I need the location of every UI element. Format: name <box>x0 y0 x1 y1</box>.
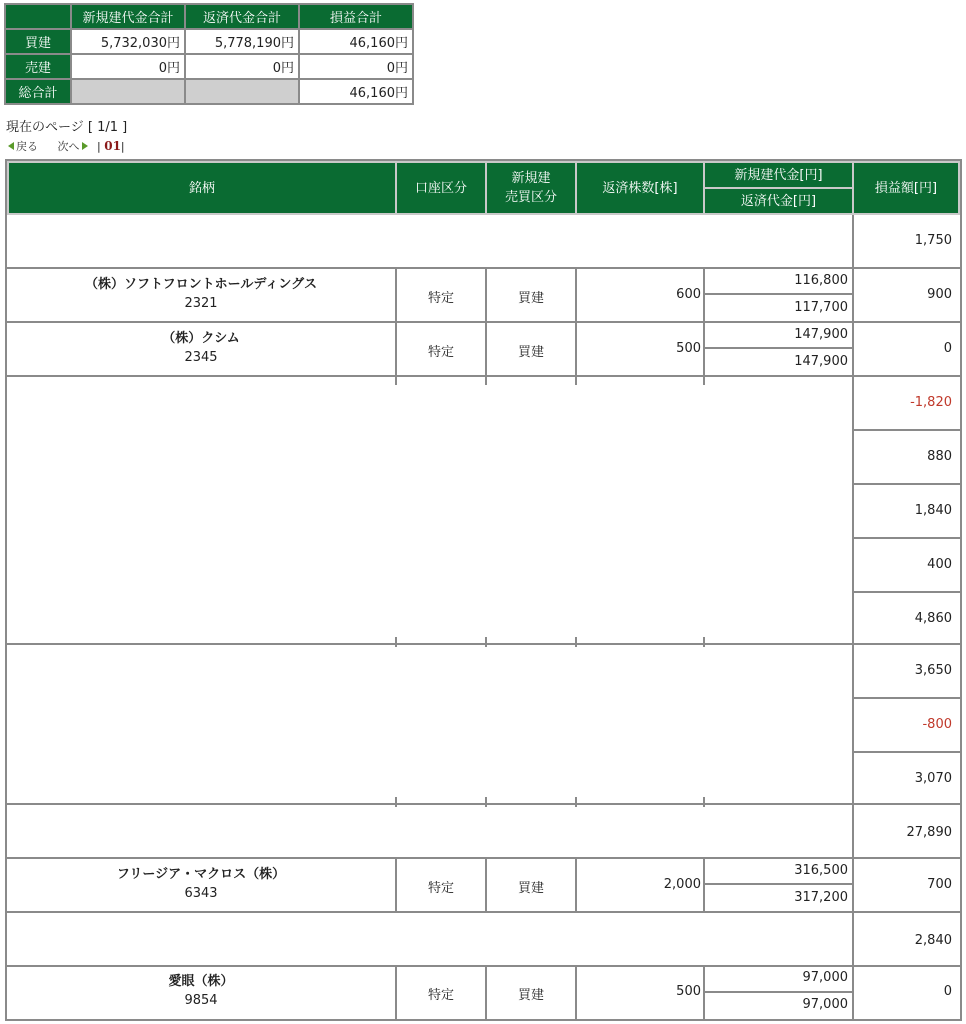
trade-type: 買建 <box>517 345 544 360</box>
summary-label: 総合計 <box>5 79 71 104</box>
page-link-01[interactable]: 01 <box>104 139 121 153</box>
stock-name-label: （株）ソフトフロントホールディングス <box>85 277 317 292</box>
row-divider <box>7 321 960 323</box>
summary-repay-total: 5,778,190円 <box>185 29 299 54</box>
prev-link[interactable] <box>8 140 38 153</box>
new-amount: 316,500 <box>794 863 848 878</box>
stock-name[interactable] <box>7 275 395 313</box>
header-shares: 返済株数[株] <box>575 161 705 215</box>
pager-nav: 戻る 次へ | 01| <box>8 138 125 154</box>
repay-amount: 97,000 <box>802 997 848 1012</box>
summary-row-buy <box>5 29 413 54</box>
row-divider <box>7 857 960 859</box>
repay-shares: 500 <box>676 341 701 356</box>
account-type: 特定 <box>427 345 454 360</box>
summary-label: 買建 <box>5 29 71 54</box>
row-divider <box>7 803 960 805</box>
pl-value: 0 <box>943 341 952 356</box>
pl-value: 880 <box>927 449 952 464</box>
repay-shares: 2,000 <box>663 877 701 892</box>
pl-value: 700 <box>927 877 952 892</box>
pl-value: -800 <box>922 717 952 732</box>
repay-amount: 317,200 <box>794 890 848 905</box>
repay-amount: 117,700 <box>794 300 848 315</box>
positions-table <box>5 159 962 1021</box>
pl-value: 3,650 <box>914 663 952 678</box>
summary-repay-total: 0円 <box>185 54 299 79</box>
pl-value: 3,070 <box>914 771 952 786</box>
next-link[interactable] <box>58 140 88 153</box>
prev-arrow-icon <box>8 142 14 150</box>
header-account: 口座区分 <box>395 161 487 215</box>
pl-value: 400 <box>927 557 952 572</box>
pl-value: 0 <box>943 984 952 999</box>
next-arrow-icon <box>82 142 88 150</box>
account-type: 特定 <box>427 291 454 306</box>
header-new-amount: 新規建代金[円] <box>703 161 854 189</box>
row-divider <box>7 267 960 269</box>
new-amount: 147,900 <box>794 327 848 342</box>
prev-label: 戻る <box>16 140 38 153</box>
next-label: 次へ <box>57 140 80 153</box>
summary-pl-total: 0円 <box>299 54 413 79</box>
summary-corner <box>5 4 71 29</box>
summary-header-pl: 損益合計 <box>299 4 413 29</box>
new-amount: 116,800 <box>794 273 848 288</box>
repay-shares: 500 <box>676 984 701 999</box>
summary-new-total: 0円 <box>71 54 185 79</box>
stock-name[interactable] <box>7 865 395 903</box>
header-pl: 損益額[円] <box>852 161 960 215</box>
new-amount: 97,000 <box>802 970 848 985</box>
account-type: 特定 <box>427 988 454 1003</box>
header-repay-amount: 返済代金[円] <box>703 187 854 215</box>
stock-name-label: 愛眼（株） <box>168 974 234 989</box>
repay-amount: 147,900 <box>794 354 848 369</box>
current-page-text: 現在のページ [ 1/1 ] <box>6 120 128 135</box>
summary-new-total: 5,732,030円 <box>71 29 185 54</box>
summary-row-total <box>5 79 413 104</box>
summary-empty-cell <box>71 79 185 104</box>
repay-shares: 600 <box>676 287 701 302</box>
stock-name-label: フリージア・マクロス（株） <box>116 867 286 882</box>
header-type-line2: 売買区分 <box>504 190 557 205</box>
summary-row-sell <box>5 54 413 79</box>
summary-label: 売建 <box>5 54 71 79</box>
summary-header-repay: 返済代金合計 <box>185 4 299 29</box>
summary-table <box>4 3 414 105</box>
stock-code: 9854 <box>184 993 218 1008</box>
stock-name[interactable] <box>7 329 395 367</box>
row-divider <box>7 911 960 913</box>
pl-value: 4,860 <box>914 611 952 626</box>
pl-value: -1,820 <box>910 395 952 410</box>
header-type-line1: 新規建 <box>511 171 551 186</box>
stock-code: 2345 <box>184 350 218 365</box>
pl-value: 1,840 <box>914 503 952 518</box>
stock-name[interactable] <box>7 972 395 1010</box>
summary-header-new: 新規建代金合計 <box>71 4 185 29</box>
row-divider <box>7 375 960 377</box>
account-type: 特定 <box>427 881 454 896</box>
stock-code: 2321 <box>184 296 218 311</box>
trade-type: 買建 <box>517 988 544 1003</box>
trade-type: 買建 <box>517 291 544 306</box>
row-divider <box>7 965 960 967</box>
header-name: 銘柄 <box>7 161 397 215</box>
summary-empty-cell <box>185 79 299 104</box>
pl-value: 900 <box>927 287 952 302</box>
pl-value: 2,840 <box>914 933 952 948</box>
pl-divider <box>852 215 854 1021</box>
stock-name-label: （株）クシム <box>162 331 240 346</box>
summary-pl-total: 46,160円 <box>299 29 413 54</box>
trade-type: 買建 <box>517 881 544 896</box>
stock-code: 6343 <box>184 886 218 901</box>
pl-value: 1,750 <box>914 233 952 248</box>
header-type <box>485 161 577 215</box>
row-divider <box>7 643 960 645</box>
summary-pl-total: 46,160円 <box>299 79 413 104</box>
pl-value: 27,890 <box>906 825 952 840</box>
